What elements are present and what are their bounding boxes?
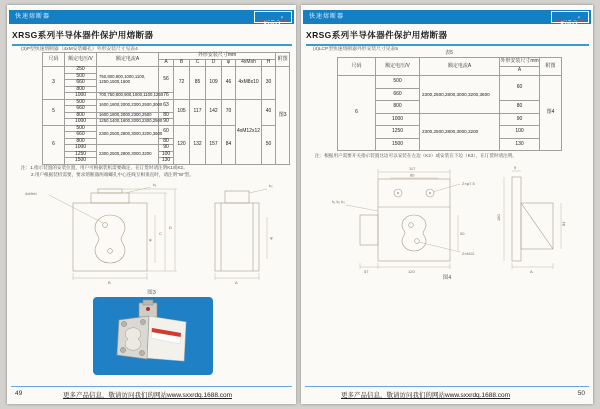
current-cell: 2300,2500,2800,3000,3200,3600: [97, 125, 159, 145]
dim-cell: 100: [500, 126, 540, 139]
voltage-cell: 800: [65, 86, 97, 93]
fuse-photo-illustration: [93, 297, 213, 375]
dim-label-84: 84: [561, 221, 566, 226]
logo-swoosh: [555, 15, 585, 22]
size-cell: 6: [43, 125, 65, 164]
th-figure: 附图: [540, 58, 562, 76]
th-dim-phi: φ: [222, 60, 236, 67]
dim-label-k2: k₂: [269, 183, 273, 188]
dim-label-57: 57: [364, 269, 369, 274]
header-bar: [9, 10, 294, 27]
dim-cell: 60: [159, 125, 174, 138]
voltage-cell: 1250: [376, 126, 420, 139]
footer-website-text: 更多产品信息，敬请访问我们的网站www.sxxrdq.1688.com: [341, 392, 511, 399]
current-cell: 700,750,800,900,1000,1100,1250: [97, 93, 159, 100]
voltage-cell: 1500: [65, 158, 97, 165]
dim-label-117: 117: [409, 166, 416, 171]
voltage-cell: 250: [65, 67, 97, 74]
voltage-cell: 500: [65, 73, 97, 80]
dim-cell: 132: [190, 125, 206, 164]
dim-cell: 157: [206, 125, 222, 164]
dim-cell: 142: [206, 99, 222, 125]
current-cell: 2300,2500,2800,3000,3200: [420, 113, 500, 151]
figure-ref-cell: 图3: [276, 67, 290, 165]
registered-mark: ®: [280, 15, 284, 20]
current-cell: 2300,2500,2800,3000,3200: [97, 145, 159, 165]
dim-label-180: 180: [496, 214, 501, 221]
dim-cell: 100: [159, 151, 174, 158]
current-line: 750,800,900,1000,1100,: [99, 73, 146, 79]
dim-label-d: D: [169, 225, 172, 230]
th-dim-h: H: [262, 60, 276, 67]
dim-label-phi-side: φ: [270, 235, 273, 240]
dim-cell: 72: [174, 67, 190, 100]
front-view: [332, 166, 475, 274]
dim-cell: 40: [262, 99, 276, 125]
voltage-cell: 1000: [65, 119, 97, 126]
size-cell: 6: [338, 76, 376, 151]
spec-table-p-type: [42, 52, 290, 165]
brand-logo: [551, 11, 589, 27]
page-title: XRSG系列半导体器件保护用熔断器: [306, 29, 589, 46]
dim-cell: 80: [159, 112, 174, 119]
dim-cell: 80: [159, 138, 174, 145]
registered-mark: ®: [577, 15, 581, 20]
product-photo: [93, 297, 213, 375]
dim-cell: 84: [222, 125, 236, 164]
voltage-cell: 660: [65, 80, 97, 87]
brand-logo-text: XiRO: [262, 20, 281, 27]
th-size: 尺码: [43, 53, 65, 67]
dim-cell: 76: [159, 93, 174, 100]
dim-cell: 85: [190, 67, 206, 100]
page-title: XRSG系列半导体器件保护用熔断器: [12, 29, 292, 46]
brand-logo: [254, 11, 292, 27]
current-cell: [97, 67, 159, 93]
voltage-cell: 660: [65, 106, 97, 113]
dim-cell: 4xM8x10: [236, 67, 262, 100]
current-cell: 2300,2500,2800,3000,3200,3600: [420, 76, 500, 114]
front-view: [25, 182, 177, 285]
table-note-1: 注：1.指示装置的安装位置，用户可根据装机需要确定，在订货时请注明K1或K2。: [21, 165, 188, 170]
dim-cell: 80: [500, 101, 540, 114]
header-category-label: 快速熔断器: [15, 14, 51, 20]
table-row: [338, 76, 562, 89]
dimension-drawing-fig3: [15, 179, 287, 285]
dim-label-c: C: [159, 231, 162, 236]
dimension-drawing-fig4: [316, 163, 578, 274]
dim-label-50: 50: [460, 231, 465, 236]
table-label: 表5: [445, 50, 453, 56]
figure-caption: 图3: [147, 290, 156, 296]
th-dimensions: 外形安装尺寸mm: [159, 53, 276, 60]
th-dim-mxh: 4xMxh: [236, 60, 262, 67]
brand-logo-text: XiRO: [559, 20, 578, 27]
table-note: 注：根据用户需要开关指示装置这边可以安装在左边（K2）或安装在下边（K3），在订货时请注明。: [315, 153, 517, 158]
figure-caption: 图4: [442, 275, 452, 281]
voltage-cell: 660: [65, 132, 97, 139]
dim-label-b: B: [108, 280, 111, 285]
th-voltage: 额定电压/V: [65, 53, 97, 67]
voltage-cell: 1000: [65, 93, 97, 100]
voltage-cell: 1000: [65, 145, 97, 152]
dim-cell: 60: [500, 76, 540, 101]
voltage-cell: 800: [65, 138, 97, 145]
th-dim-c: C: [190, 60, 206, 67]
th-current: 额定电流A: [420, 58, 500, 76]
dim-label-a: A: [530, 269, 533, 274]
dim-cell: 50: [262, 125, 276, 164]
dim-label-m12: 2×M12: [462, 251, 475, 256]
current-cell: 1600,1800,2000,2300,2500: [97, 112, 159, 119]
header-category-label: 快速熔断器: [309, 14, 345, 20]
dim-cell: 90: [500, 113, 540, 126]
dim-cell: 120: [174, 125, 190, 164]
footer-website-text: 更多产品信息，敬请访问我们的网站www.sxxrdq.1688.com: [63, 392, 233, 399]
dim-cell: 63: [159, 99, 174, 112]
voltage-cell: 1500: [376, 138, 420, 151]
dim-label-120: 120: [408, 269, 415, 274]
logo-swoosh: [258, 15, 288, 22]
footer-rule: [11, 386, 292, 387]
dim-cell: 109: [206, 67, 222, 100]
side-view: [215, 183, 273, 285]
current-line: 1250,1500,1600: [99, 78, 131, 84]
dim-label-a: A: [235, 280, 238, 285]
dim-cell: 90: [159, 119, 174, 126]
footer-rule: [305, 386, 589, 387]
voltage-cell: 800: [376, 101, 420, 114]
th-dim-b: B: [174, 60, 190, 67]
dim-label-mount-holes: 4xMxh: [25, 191, 37, 196]
fuse-body: [117, 300, 186, 361]
size-cell: 5: [43, 99, 65, 125]
voltage-cell: 660: [376, 88, 420, 101]
header-bar: [303, 10, 591, 27]
dim-cell: 56: [159, 67, 174, 93]
voltage-cell: 800: [65, 112, 97, 119]
th-dim-a: A: [500, 67, 540, 76]
page-number: 50: [577, 390, 585, 397]
current-cell: 1250,1400,1600,2000,2300,2500: [97, 119, 159, 126]
voltage-cell: 500: [65, 125, 97, 132]
dim-cell: 117: [190, 99, 206, 125]
voltage-cell: 500: [376, 76, 420, 89]
th-dimensions: 外形安装尺寸mm: [500, 58, 540, 67]
section-note: (4)LCP型快速熔断器外形安装尺寸见表5: [313, 47, 399, 52]
voltage-cell: 1250: [65, 151, 97, 158]
dim-label-80: 80: [410, 172, 415, 178]
table-note-2: 2.用户根据装机需要，要求熔断器两端螺孔中心连线互相垂直时，请注明“W”型。: [31, 171, 194, 177]
dim-cell: 130: [159, 158, 174, 165]
dim-cell: 90: [159, 145, 174, 152]
th-figure: 附图: [276, 53, 290, 67]
dim-cell: 130: [500, 138, 540, 151]
page-right: [301, 5, 593, 404]
voltage-cell: 500: [65, 99, 97, 106]
dim-cell: 30: [262, 67, 276, 100]
dim-label-phi: φ: [149, 237, 152, 242]
th-size: 尺码: [338, 58, 376, 76]
section-note: (3)P型快速熔断器（4xM安装螺孔）外形安装尺寸见表4: [21, 47, 138, 52]
dim-label-holes: 2×φ7.5: [462, 181, 475, 186]
voltage-cell: 1000: [376, 113, 420, 126]
dim-label-k1k2k3: k₁ k₂ k₃: [332, 199, 345, 204]
side-view: [496, 165, 566, 274]
dim-cell: 70: [222, 99, 236, 125]
th-current: 额定电流A: [97, 53, 159, 67]
figure-ref-cell: 图4: [540, 76, 562, 151]
dim-cell: 105: [174, 99, 190, 125]
th-dim-d: D: [206, 60, 222, 67]
dim-cell: 46: [222, 67, 236, 100]
page-left: [7, 5, 296, 404]
th-dim-a: A: [159, 60, 174, 67]
dim-cell: 4xM12x12: [236, 99, 262, 164]
page-number: 49: [15, 390, 23, 397]
current-cell: 1600,1800,2000,2300,2500,3000: [97, 99, 159, 112]
spec-table-lcp-type: [337, 57, 562, 151]
size-cell: 3: [43, 67, 65, 100]
dim-label-k1: k₁: [153, 182, 157, 187]
th-voltage: 额定电压/V: [376, 58, 420, 76]
dim-label-9: 9: [514, 165, 517, 170]
